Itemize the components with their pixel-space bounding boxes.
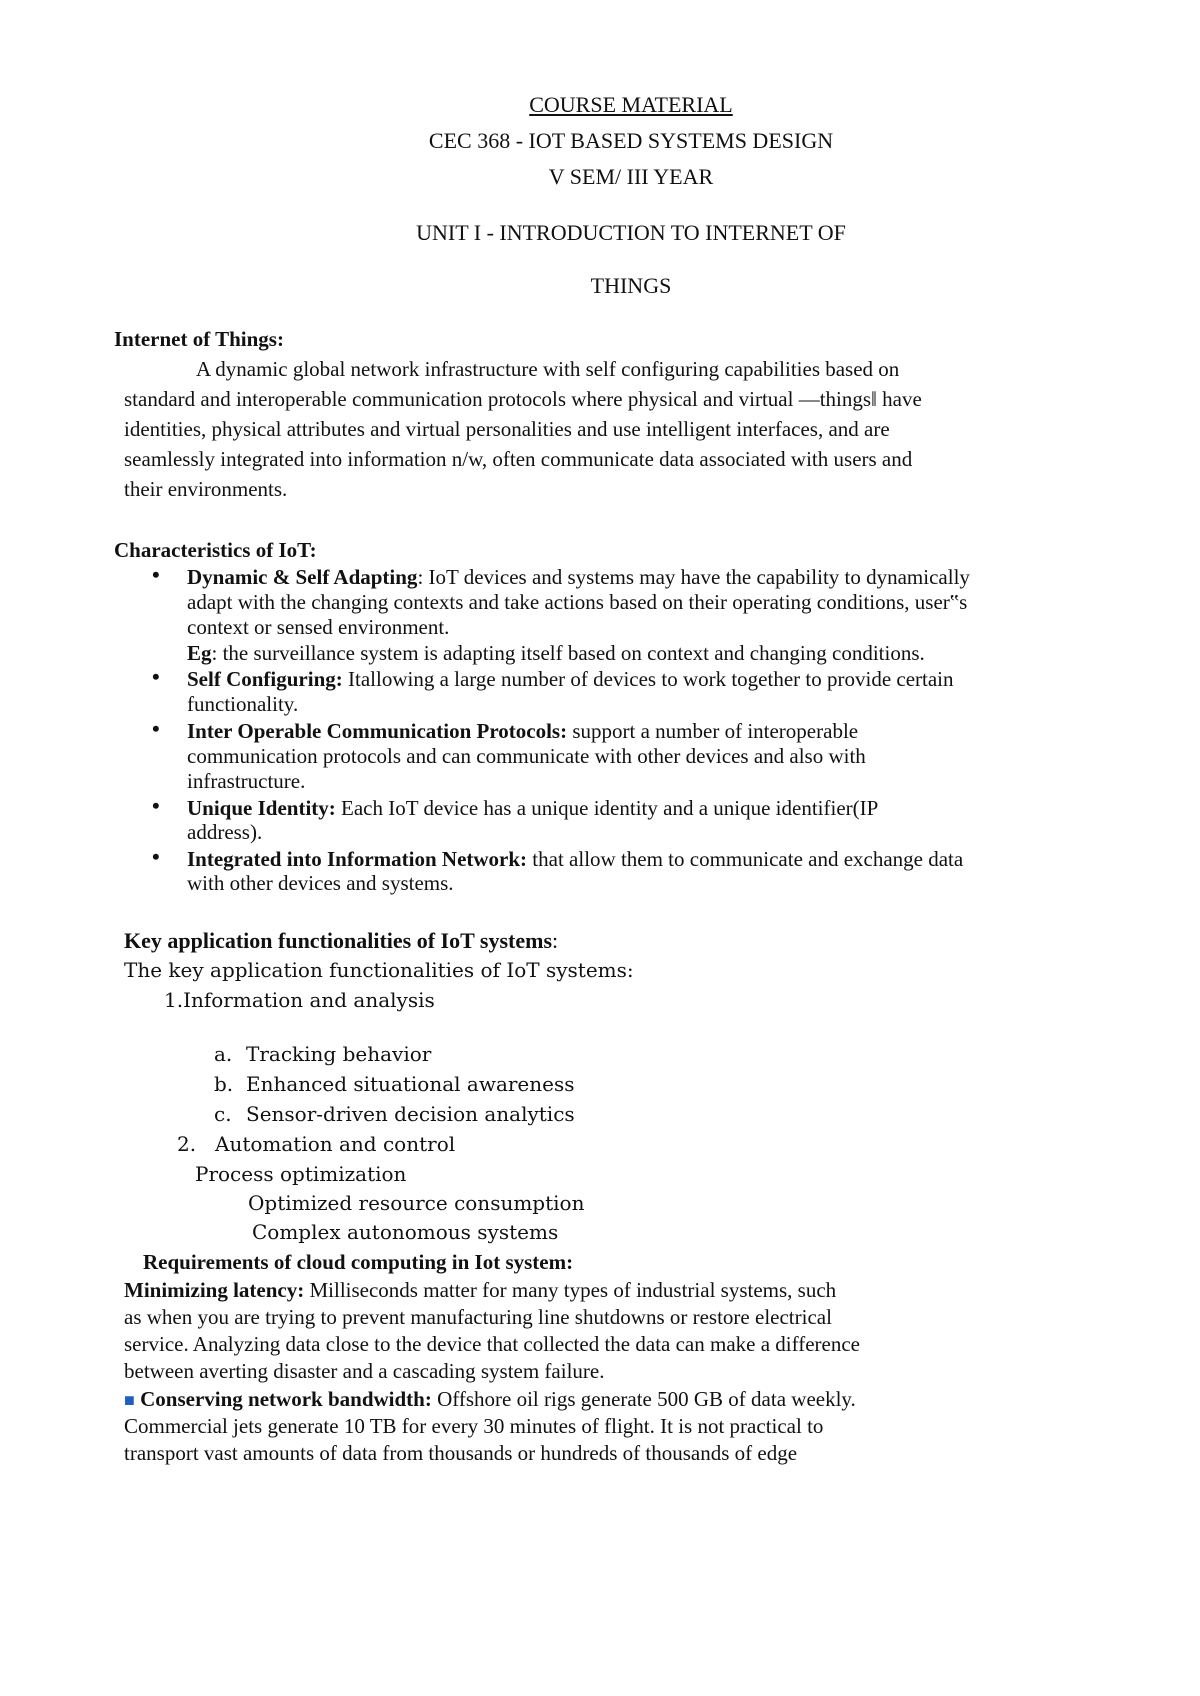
characteristic-title: Integrated into Information Network:: [187, 847, 528, 871]
sub-item: Sensor-driven decision analytics: [246, 1102, 575, 1126]
characteristics-heading: Characteristics of IoT:: [114, 538, 317, 562]
automation-line: Complex autonomous systems: [252, 1220, 559, 1244]
course-material-title: COURSE MATERIAL: [529, 92, 733, 117]
characteristic-text: address).: [187, 820, 263, 844]
latency-line: [124, 1278, 836, 1303]
semester-line: V SEM/ III YEAR: [548, 164, 714, 189]
latency-text: service. Analyzing data close to the device that collected the data can make a difference: [124, 1332, 861, 1356]
characteristic-item: [187, 565, 970, 590]
sub-marker: a.: [214, 1042, 233, 1066]
characteristic-title: Unique Identity:: [187, 796, 336, 820]
characteristic-item: [187, 667, 954, 692]
bandwidth-text: Commercial jets generate 10 TB for every 30 minutes of flight. It is not practical to: [124, 1414, 824, 1438]
iot-definition-line: A dynamic global network infrastructure with self configuring capabilities based on: [196, 357, 900, 381]
characteristic-text: context or sensed environment.: [187, 615, 450, 639]
characteristic-title: Inter Operable Communication Protocols:: [187, 719, 568, 743]
characteristic-title: Dynamic & Self Adapting: [187, 565, 418, 589]
example-text: : the surveillance system is adapting itself based on context and changing conditions.: [211, 641, 925, 665]
characteristic-title: Self Configuring:: [187, 667, 343, 691]
characteristic-text: adapt with the changing contexts and take actions based on their operating conditions, user‟s: [187, 590, 968, 614]
bandwidth-line: [124, 1387, 856, 1412]
key-app-item-2: Automation and control: [215, 1132, 456, 1156]
characteristic-item: [187, 847, 963, 872]
latency-text: between averting disaster and a cascading system failure.: [124, 1359, 605, 1383]
characteristic-text: support a number of interoperable: [567, 719, 859, 743]
bandwidth-label: Conserving network bandwidth:: [140, 1387, 432, 1411]
characteristic-text: Each IoT device has a unique identity and a unique identifier(IP: [335, 796, 879, 820]
characteristic-text: IoT devices and systems may have the capability to dynamically: [423, 565, 970, 589]
bullet-icon: •: [152, 716, 160, 741]
characteristic-separator: :: [417, 565, 424, 589]
sub-marker: b.: [214, 1072, 234, 1096]
unit-title-line1: UNIT I - INTRODUCTION TO INTERNET OF: [416, 220, 846, 245]
sub-marker: c.: [214, 1102, 232, 1126]
key-app-item-1: 1.Information and analysis: [164, 988, 435, 1012]
requirements-heading: Requirements of cloud computing in Iot system:: [143, 1250, 574, 1274]
iot-heading: Internet of Things:: [114, 327, 284, 351]
iot-definition-line: standard and interoperable communication protocols where physical and virtual ―things‖ have: [124, 387, 922, 411]
key-app-intro: The key application functionalities of IoT systems:: [124, 958, 634, 982]
characteristic-text: that allow them to communicate and exchange data: [527, 847, 964, 871]
latency-text: Milliseconds matter for many types of industrial systems, such: [304, 1278, 837, 1302]
characteristic-text: with other devices and systems.: [187, 871, 454, 895]
characteristic-item: [187, 796, 878, 821]
example-line: [187, 641, 925, 666]
bullet-icon: •: [152, 793, 160, 818]
automation-line: Optimized resource consumption: [248, 1191, 585, 1215]
bandwidth-text: Offshore oil rigs generate 500 GB of data weekly.: [431, 1387, 856, 1411]
sub-item: Tracking behavior: [246, 1042, 432, 1066]
sub-item: Enhanced situational awareness: [246, 1072, 575, 1096]
key-app-heading: Key application functionalities of IoT systems: [124, 928, 553, 953]
characteristic-item: [187, 719, 858, 744]
key-app-heading-colon: :: [552, 928, 559, 953]
bullet-icon: •: [152, 664, 160, 689]
characteristic-text: Itallowing a large number of devices to work together to provide certain: [342, 667, 954, 691]
characteristic-text: functionality.: [187, 692, 299, 716]
key-app-heading-line: [124, 928, 558, 954]
iot-definition-line: seamlessly integrated into information n/w, often communicate data associated with users and: [124, 447, 913, 471]
key-app-item-2-marker: 2.: [177, 1132, 197, 1156]
characteristic-text: communication protocols and can communicate with other devices and also with: [187, 744, 866, 768]
bullet-icon: •: [152, 562, 160, 587]
automation-line: Process optimization: [195, 1162, 407, 1186]
course-code-title: CEC 368 - IOT BASED SYSTEMS DESIGN: [428, 128, 834, 153]
latency-label: Minimizing latency:: [124, 1278, 305, 1302]
characteristic-text: infrastructure.: [187, 769, 306, 793]
example-label: Eg: [187, 641, 212, 665]
latency-text: as when you are trying to prevent manufacturing line shutdowns or restore electrical: [124, 1305, 832, 1329]
iot-definition-line: identities, physical attributes and virtual personalities and use intelligent interfaces, and are: [124, 417, 890, 441]
square-bullet-icon: ■: [124, 1390, 135, 1410]
bullet-icon: •: [152, 844, 160, 869]
iot-definition-line: their environments.: [124, 477, 288, 501]
bandwidth-text: transport vast amounts of data from thousands or hundreds of thousands of edge: [124, 1441, 798, 1465]
unit-title-line2: THINGS: [590, 273, 672, 298]
